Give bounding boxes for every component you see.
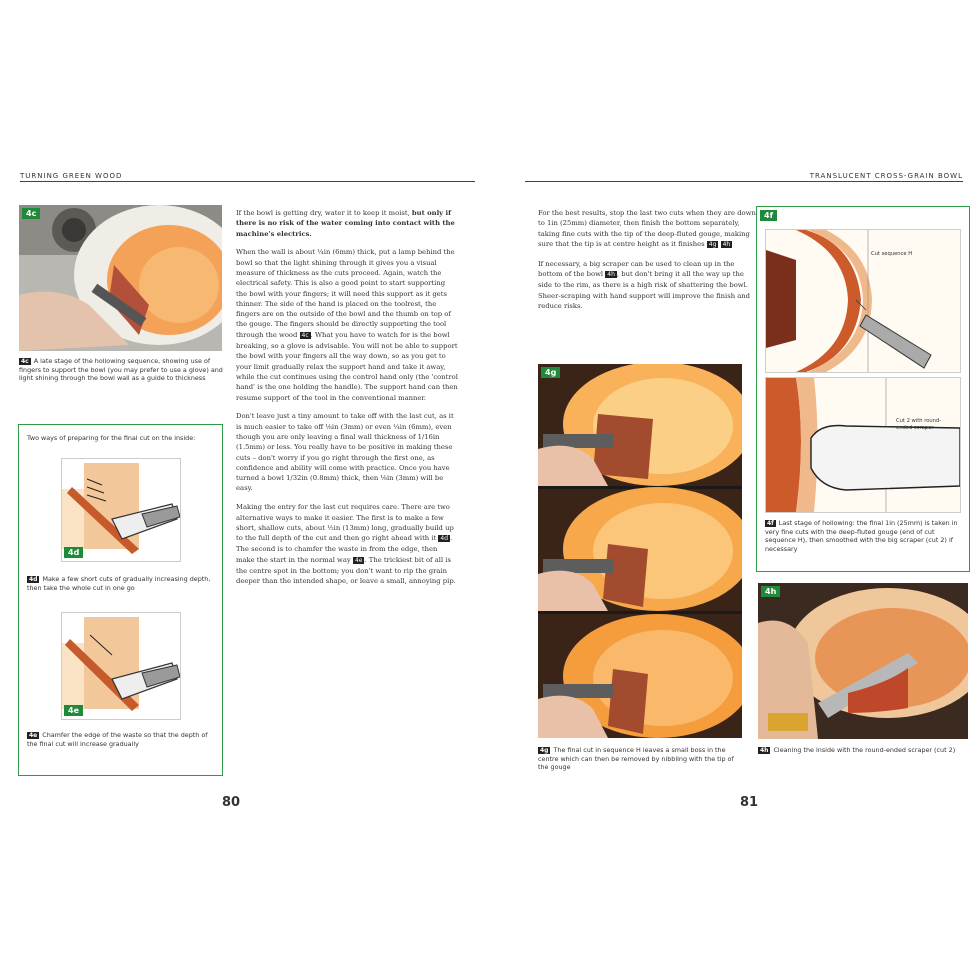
caption-text-4h: Cleaning the inside with the round-ended scraper (cut 2): [773, 746, 956, 754]
photo-4g: [538, 364, 742, 738]
page-number-left: 80: [222, 795, 241, 810]
diagram-4f-bottom-illustration: [766, 378, 960, 512]
photo-4c: [19, 205, 222, 351]
photo-4h: [758, 583, 968, 739]
running-head-left: TURNING GREEN WOOD: [20, 172, 123, 180]
caption-number-4h: 4h: [760, 747, 769, 754]
p2-text-b: . What you have to watch for is the bowl breaking, so a glove is advisable. You will not be able to support the bowl with your fingers all the way down, so as you get to your limit gradually relax the support hand and take it away, while the cut continues using the control hand only (the 'control hand' is the one holding the handle). The support hand can then resume support of the tool in the conventional manner.: [236, 330, 458, 402]
photo-4c-illustration: [19, 205, 222, 351]
caption-text-4f: Last stage of hollowing: the final 1in (25mm) is taken in very fine cuts with the deep-fluted gouge (end of cut sequence H), then smoothed with the big scraper (cut 2) if necessary: [765, 519, 958, 553]
caption-text-4e: Chamfer the edge of the waste so that the depth of the final cut will increase gradually: [27, 731, 208, 749]
caption-number-4c: 4c: [21, 358, 29, 365]
paragraph-4: [236, 502, 458, 586]
caption-text-4c: A late stage of the hollowing sequence, showing use of fingers to support the bowl (you may prefer to use a glove) and light shining through the bowl wall as a guide to thickness: [19, 357, 223, 383]
diagram-4f-bottom: [765, 377, 961, 513]
left-text-column: [236, 208, 458, 595]
diagram-4e-illustration: [62, 613, 180, 719]
page-number-right: 81: [740, 795, 759, 810]
figure-ref-4e: 4e: [354, 556, 363, 564]
diagram-4d-illustration: [62, 459, 180, 561]
caption-4e: [27, 731, 217, 748]
figure-ref-4g: 4g: [708, 240, 717, 248]
rp2-text-b: , but don't bring it all the way up the side to the rim, as there is a high risk of shattering the bowl. Sheer-scraping with hand support will improve the finish and reduce risks.: [538, 269, 751, 310]
label-cut-2: Cut 2 with round-ended scraper: [896, 418, 942, 431]
figure-tag-4d: 4d: [64, 547, 83, 558]
figure-tag-4f: 4f: [760, 210, 777, 221]
right-paragraph-2: [538, 259, 760, 311]
paragraph-3: Don't leave just a tiny amount to take off with the last cut, as it is much easier to take off ⅛in (3mm) or even ¼in (6mm), even though you are only leaving a final wall thickness of 1/16in (1.5mm) or less. You really have to be positive in making these cuts – don't worry if you go right through the first one, as confidence and ability will come with practice. Once you have turned a bowl 1/32in (0.8mm) thick, then ⅛in (3mm) will be easy.: [236, 412, 454, 493]
figure-ref-4h-a: 4h: [722, 240, 731, 248]
paragraph-1: [236, 208, 458, 239]
caption-number-4d: 4d: [29, 576, 38, 583]
label-cut-sequence: Cut sequence H: [871, 251, 913, 257]
caption-number-4e: 4e: [29, 732, 38, 739]
photo-4h-illustration: [758, 583, 968, 739]
p1-warning: but only if there is no risk of the water coming into contact with the machine's electrics.: [236, 209, 455, 238]
caption-4h: [758, 746, 968, 755]
caption-text-4d: Make a few short cuts of gradually increasing depth, then take the whole cut in one go: [27, 575, 211, 593]
figure-ref-4h-b: 4h: [607, 270, 615, 278]
prep-box-title: Two ways of preparing for the final cut on the inside:: [27, 434, 196, 442]
right-paragraph-1: [538, 208, 760, 250]
box-4f: [756, 206, 970, 572]
diagram-4d: [61, 458, 181, 562]
paragraph-2: [236, 247, 458, 402]
prep-box: [18, 424, 223, 776]
figure-tag-4c: 4c: [22, 208, 40, 219]
caption-4c: [19, 357, 224, 383]
rp1-text: For the best results, stop the last two cuts when they are down to 1in (25mm) diameter, then finish the bottom separately, taking fine cuts with the tip of the deep-fluted gouge, making sure that the tip is at centre height as it finishes: [538, 209, 756, 248]
right-text-column: [538, 208, 760, 320]
figure-ref-4c: 4c: [301, 331, 309, 339]
figure-tag-4h: 4h: [761, 586, 780, 597]
caption-number-4g: 4g: [540, 747, 549, 754]
p2-text-a: When the wall is about ¼in (6mm) thick, put a lamp behind the bowl so that the light shining through it gives you a visual measure of thickness as the cuts proceed. Again, watch the electrical safety. This is also a good point to start supporting the bowl with your fingers; it will need this support as it gets thinner. The side of the hand is placed on the toolrest, the fingers are on the outside of the bowl and the thumb on top of the gouge. The fingers should be directly supporting the tool through the wood: [236, 248, 455, 339]
caption-4f: [765, 519, 961, 553]
caption-text-4g: The final cut in sequence H leaves a small boss in the centre which can then be removed by nibbling with the tip of the gouge: [538, 746, 734, 772]
header-rule-left: [20, 181, 475, 182]
header-rule-right: [525, 181, 963, 182]
right-page: [490, 0, 980, 980]
figure-tag-4e: 4e: [64, 705, 83, 716]
figure-ref-4d: 4d: [440, 535, 449, 543]
diagram-4f-top: [765, 229, 961, 373]
figure-tag-4g: 4g: [541, 367, 560, 378]
caption-number-4f: 4f: [767, 520, 774, 527]
p1-text: If the bowl is getting dry, water it to keep it moist,: [236, 209, 410, 217]
rp2-text-a: If necessary, a big scraper can be used to clean up in the bottom of the bowl: [538, 259, 735, 278]
diagram-4e: [61, 612, 181, 720]
running-head-right: TRANSLUCENT CROSS-GRAIN BOWL: [809, 172, 963, 180]
p4-text-b: . The second is to chamfer the waste in from the edge, then make the start in the normal way: [236, 534, 453, 564]
caption-4g: [538, 746, 744, 772]
p4-text-a: Making the entry for the last cut requires care. There are two alternative ways to make it easier. The first is to make a few short, shallow cuts, about ½in (13mm) long, gradually build up to the full depth of the cut and then go right ahead with it: [236, 503, 454, 543]
p4-text-c: . The trickiest bit of all is the centre spot in the bottom; you don't want to rip the grain deeper than the intended shape, or leave a small, annoying pip.: [236, 555, 456, 586]
caption-4d: [27, 575, 217, 592]
photo-4g-illustration: [538, 364, 742, 738]
